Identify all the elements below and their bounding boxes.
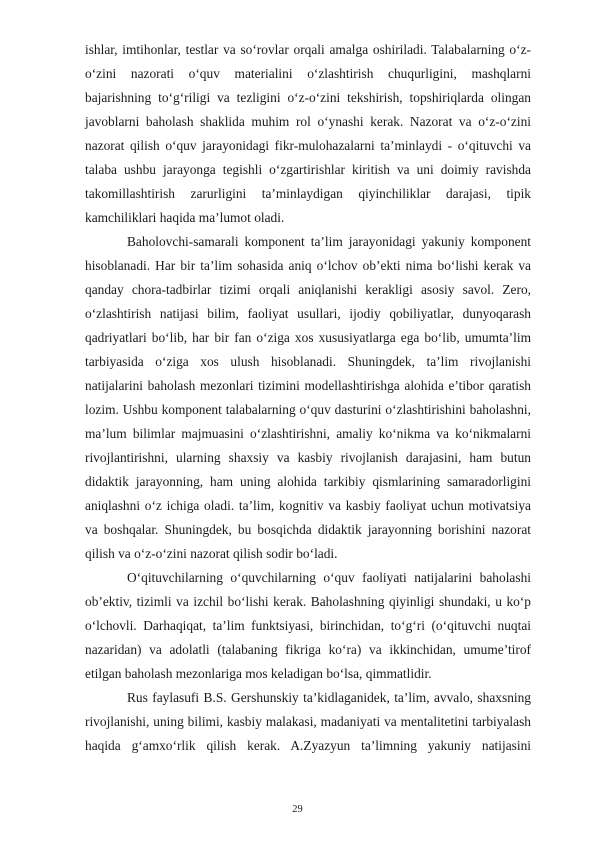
page-body [85,38,531,758]
text-line: qanday chora-tadbirlar tizimi orqali aniqlanishi kerakligi asosiy savol. Zero, [85,282,531,297]
text-line: didaktik jarayonning, ham uning alohida tarkibiy qismlarining samaradorligini [85,474,531,489]
text-line: rivojlanishi, uning bilimi, kasbiy malakasi, madaniyati va mentalitetini tarbiyalash [85,714,531,729]
text-line: tarbiyasida o‘ziga xos ulush hisoblanadi. Shuningdek, ta’lim rivojlanishi [85,354,531,369]
paragraph [85,230,531,566]
text-line: kamchiliklari haqida ma’lumot oladi. [85,210,285,225]
text-line: o‘zlashtirish natijasi bilim, faoliyat usullari, ijodiy qobiliyatlar, dunyoqarash [85,306,531,321]
text-line: qilish va o‘z-o‘zini nazorat qilish sodir bo‘ladi. [85,546,338,561]
text-line: javoblarni baholash shaklida muhim rol o‘ynashi kerak. Nazorat va o‘z-o‘zini [85,114,531,129]
text-line: haqida g‘amxo‘rlik qilish kerak. A.Zyazyun ta’limning yakuniy natijasini [85,738,531,753]
text-line: va boshqalar. Shuningdek, bu bosqichda didaktik jarayonning borishini nazorat [85,522,531,537]
text-line: Baholovchi-samarali komponent ta’lim jarayonidagi yakuniy komponent [127,234,531,249]
text-line: aniqlashni o‘z ichiga oladi. ta’lim, kognitiv va kasbiy faoliyat uchun motivatsiya [85,498,531,513]
text-line: rivojlantirishni, ularning shaxsiy va kasbiy rivojlanish darajasini, ham butun [85,450,531,465]
text-line: ma’lum bilimlar majmuasini o‘zlashtirishni, amaliy ko‘nikma va ko‘nikmalarni [85,426,531,441]
text-line: o‘zini nazorati o‘quv materialini o‘zlashtirish chuqurligini, mashqlarni [85,66,531,81]
text-line: hisoblanadi. Har bir ta’lim sohasida aniq o‘lchov ob’ekti nima bo‘lishi kerak va [85,258,531,273]
text-line: o‘lchovli. Darhaqiqat, ta’lim funktsiyasi, birinchidan, to‘g‘ri (o‘qituvchi nuqtai [85,618,531,633]
page-number: 29 [292,804,303,815]
text-line: O‘qituvchilarning o‘quvchilarning o‘quv faoliyati natijalarini baholashi [127,570,531,585]
text-line: ishlar, imtihonlar, testlar va so‘rovlar orqali amalga oshiriladi. Talabalarning o‘z- [85,42,531,57]
paragraph [85,566,531,686]
text-line: lozim. Ushbu komponent talabalarning o‘quv dasturini o‘zlashtirishini baholashni, [85,402,531,417]
text-line: nazaridan) va adolatli (talabaning fikriga ko‘ra) va ikkinchidan, umume’tirof [85,642,531,657]
text-line: bajarishning to‘g‘riligi va tezligini o‘z-o‘zini tekshirish, topshiriqlarda olingan [85,90,531,105]
text-line: ob’ektiv, tizimli va izchil bo‘lishi kerak. Baholashning qiyinligi shundaki, u ko‘p [85,594,531,609]
text-line: natijalarini baholash mezonlari tizimini modellashtirishga alohida e’tibor qaratish [85,378,531,393]
text-line: takomillashtirish zarurligini ta’minlaydigan qiyinchiliklar darajasi, tipik [85,186,531,201]
text-line: Rus faylasufi B.S. Gershunskiy ta’kidlaganidek, ta’lim, avvalo, shaxsning [127,690,531,705]
text-line: talaba ushbu jarayonga tegishli o‘zgartirishlar kiritish va uni doimiy ravishda [85,162,531,177]
text-line: nazorat qilish o‘quv jarayonidagi fikr-mulohazalarni ta’minlaydi - o‘qituvchi va [85,138,531,153]
text-line: qadriyatlari bo‘lib, har bir fan o‘ziga xos xususiyatlarga ega bo‘lib, umumta’lim [85,330,531,345]
paragraph [85,38,531,230]
paragraph [85,686,531,758]
text-line: etilgan baholash mezonlariga mos keladigan bo‘lsa, qimmatlidir. [85,666,432,681]
